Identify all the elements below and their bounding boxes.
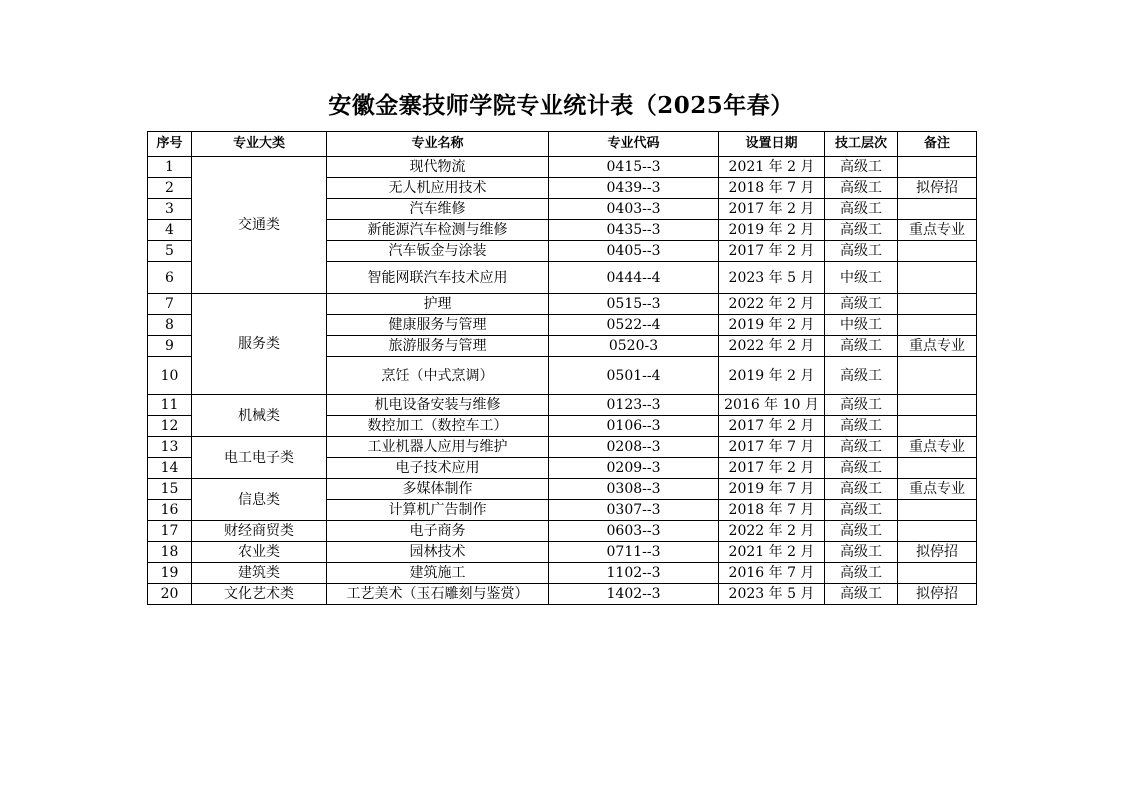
- major-name: 园林技术: [327, 542, 549, 563]
- remark: [898, 157, 977, 178]
- major-code: 0444--4: [549, 262, 719, 294]
- row-number: 2: [148, 178, 192, 199]
- major-name: 计算机广告制作: [327, 500, 549, 521]
- remark: 拟停招: [898, 178, 977, 199]
- major-code: 0711--3: [549, 542, 719, 563]
- major-name: 建筑施工: [327, 563, 549, 584]
- major-code: 0208--3: [549, 437, 719, 458]
- skill-level: 中级工: [825, 262, 898, 294]
- skill-level: 高级工: [825, 357, 898, 395]
- row-number: 1: [148, 157, 192, 178]
- skill-level: 高级工: [825, 458, 898, 479]
- major-name: 电子技术应用: [327, 458, 549, 479]
- major-name: 智能网联汽车技术应用: [327, 262, 549, 294]
- major-code: 0308--3: [549, 479, 719, 500]
- category-cell: 交通类: [192, 157, 327, 294]
- major-statistics-table: [147, 131, 977, 605]
- remark: [898, 500, 977, 521]
- skill-level: 高级工: [825, 500, 898, 521]
- row-number: 6: [148, 262, 192, 294]
- remark: [898, 458, 977, 479]
- category-cell: 农业类: [192, 542, 327, 563]
- setup-date: 2022 年 2 月: [719, 336, 825, 357]
- major-code: 0603--3: [549, 521, 719, 542]
- row-number: 8: [148, 315, 192, 336]
- setup-date: 2018 年 7 月: [719, 178, 825, 199]
- table-row: [148, 521, 977, 542]
- column-header-code: 专业代码: [549, 132, 719, 157]
- column-header-no: 序号: [148, 132, 192, 157]
- major-code: 0520-3: [549, 336, 719, 357]
- major-name: 数控加工（数控车工）: [327, 416, 549, 437]
- row-number: 11: [148, 395, 192, 416]
- row-number: 14: [148, 458, 192, 479]
- major-code: 0415--3: [549, 157, 719, 178]
- remark: [898, 315, 977, 336]
- remark: 拟停招: [898, 584, 977, 605]
- skill-level: 高级工: [825, 178, 898, 199]
- skill-level: 高级工: [825, 479, 898, 500]
- major-name: 多媒体制作: [327, 479, 549, 500]
- remark: [898, 199, 977, 220]
- major-code: 0522--4: [549, 315, 719, 336]
- major-name: 健康服务与管理: [327, 315, 549, 336]
- row-number: 4: [148, 220, 192, 241]
- skill-level: 高级工: [825, 157, 898, 178]
- skill-level: 高级工: [825, 241, 898, 262]
- setup-date: 2017 年 2 月: [719, 458, 825, 479]
- remark: [898, 357, 977, 395]
- remark: 重点专业: [898, 479, 977, 500]
- setup-date: 2017 年 2 月: [719, 199, 825, 220]
- major-name: 汽车钣金与涂装: [327, 241, 549, 262]
- remark: 重点专业: [898, 437, 977, 458]
- category-cell: 文化艺术类: [192, 584, 327, 605]
- major-code: 0403--3: [549, 199, 719, 220]
- remark: [898, 241, 977, 262]
- row-number: 10: [148, 357, 192, 395]
- category-cell: 建筑类: [192, 563, 327, 584]
- remark: [898, 563, 977, 584]
- category-cell: 信息类: [192, 479, 327, 521]
- remark: [898, 416, 977, 437]
- table-row: [148, 563, 977, 584]
- major-name: 护理: [327, 294, 549, 315]
- setup-date: 2019 年 2 月: [719, 220, 825, 241]
- table-row: [148, 437, 977, 458]
- table-row: [148, 395, 977, 416]
- row-number: 5: [148, 241, 192, 262]
- row-number: 15: [148, 479, 192, 500]
- major-name: 工业机器人应用与维护: [327, 437, 549, 458]
- skill-level: 高级工: [825, 584, 898, 605]
- table-row: [148, 294, 977, 315]
- table-header-row: [148, 132, 977, 157]
- table-row: [148, 584, 977, 605]
- setup-date: 2016 年 10 月: [719, 395, 825, 416]
- row-number: 9: [148, 336, 192, 357]
- remark: [898, 294, 977, 315]
- major-code: 0209--3: [549, 458, 719, 479]
- setup-date: 2023 年 5 月: [719, 262, 825, 294]
- column-header-category: 专业大类: [192, 132, 327, 157]
- major-name: 电子商务: [327, 521, 549, 542]
- row-number: 3: [148, 199, 192, 220]
- table-row: [148, 479, 977, 500]
- setup-date: 2021 年 2 月: [719, 542, 825, 563]
- major-code: 0106--3: [549, 416, 719, 437]
- row-number: 17: [148, 521, 192, 542]
- skill-level: 高级工: [825, 563, 898, 584]
- remark: [898, 395, 977, 416]
- major-name: 旅游服务与管理: [327, 336, 549, 357]
- row-number: 13: [148, 437, 192, 458]
- category-cell: 财经商贸类: [192, 521, 327, 542]
- skill-level: 高级工: [825, 199, 898, 220]
- major-code: 0435--3: [549, 220, 719, 241]
- setup-date: 2022 年 2 月: [719, 521, 825, 542]
- major-code: 0439--3: [549, 178, 719, 199]
- major-name: 机电设备安装与维修: [327, 395, 549, 416]
- table-row: [148, 157, 977, 178]
- major-name: 新能源汽车检测与维修: [327, 220, 549, 241]
- column-header-name: 专业名称: [327, 132, 549, 157]
- skill-level: 高级工: [825, 395, 898, 416]
- setup-date: 2021 年 2 月: [719, 157, 825, 178]
- column-header-note: 备注: [898, 132, 977, 157]
- skill-level: 高级工: [825, 521, 898, 542]
- row-number: 19: [148, 563, 192, 584]
- setup-date: 2017 年 2 月: [719, 241, 825, 262]
- skill-level: 高级工: [825, 542, 898, 563]
- major-name: 汽车维修: [327, 199, 549, 220]
- row-number: 7: [148, 294, 192, 315]
- remark: 重点专业: [898, 336, 977, 357]
- setup-date: 2017 年 7 月: [719, 437, 825, 458]
- major-code: 1102--3: [549, 563, 719, 584]
- row-number: 18: [148, 542, 192, 563]
- column-header-date: 设置日期: [719, 132, 825, 157]
- major-code: 0501--4: [549, 357, 719, 395]
- skill-level: 高级工: [825, 416, 898, 437]
- major-code: 0515--3: [549, 294, 719, 315]
- setup-date: 2019 年 2 月: [719, 315, 825, 336]
- skill-level: 高级工: [825, 336, 898, 357]
- setup-date: 2016 年 7 月: [719, 563, 825, 584]
- skill-level: 高级工: [825, 437, 898, 458]
- setup-date: 2017 年 2 月: [719, 416, 825, 437]
- category-cell: 服务类: [192, 294, 327, 395]
- skill-level: 中级工: [825, 315, 898, 336]
- major-name: 烹饪（中式烹调）: [327, 357, 549, 395]
- major-name: 无人机应用技术: [327, 178, 549, 199]
- major-name: 工艺美术（玉石雕刻与鉴赏）: [327, 584, 549, 605]
- major-code: 0307--3: [549, 500, 719, 521]
- major-code: 1402--3: [549, 584, 719, 605]
- category-cell: 机械类: [192, 395, 327, 437]
- column-header-level: 技工层次: [825, 132, 898, 157]
- remark: 重点专业: [898, 220, 977, 241]
- skill-level: 高级工: [825, 220, 898, 241]
- skill-level: 高级工: [825, 294, 898, 315]
- remark: 拟停招: [898, 542, 977, 563]
- row-number: 12: [148, 416, 192, 437]
- row-number: 16: [148, 500, 192, 521]
- category-cell: 电工电子类: [192, 437, 327, 479]
- row-number: 20: [148, 584, 192, 605]
- major-name: 现代物流: [327, 157, 549, 178]
- setup-date: 2019 年 7 月: [719, 479, 825, 500]
- major-code: 0123--3: [549, 395, 719, 416]
- setup-date: 2023 年 5 月: [719, 584, 825, 605]
- table-row: [148, 542, 977, 563]
- setup-date: 2018 年 7 月: [719, 500, 825, 521]
- setup-date: 2022 年 2 月: [719, 294, 825, 315]
- setup-date: 2019 年 2 月: [719, 357, 825, 395]
- remark: [898, 521, 977, 542]
- remark: [898, 262, 977, 294]
- major-code: 0405--3: [549, 241, 719, 262]
- page-title: 安徽金寨技师学院专业统计表（2025年春）: [328, 92, 794, 119]
